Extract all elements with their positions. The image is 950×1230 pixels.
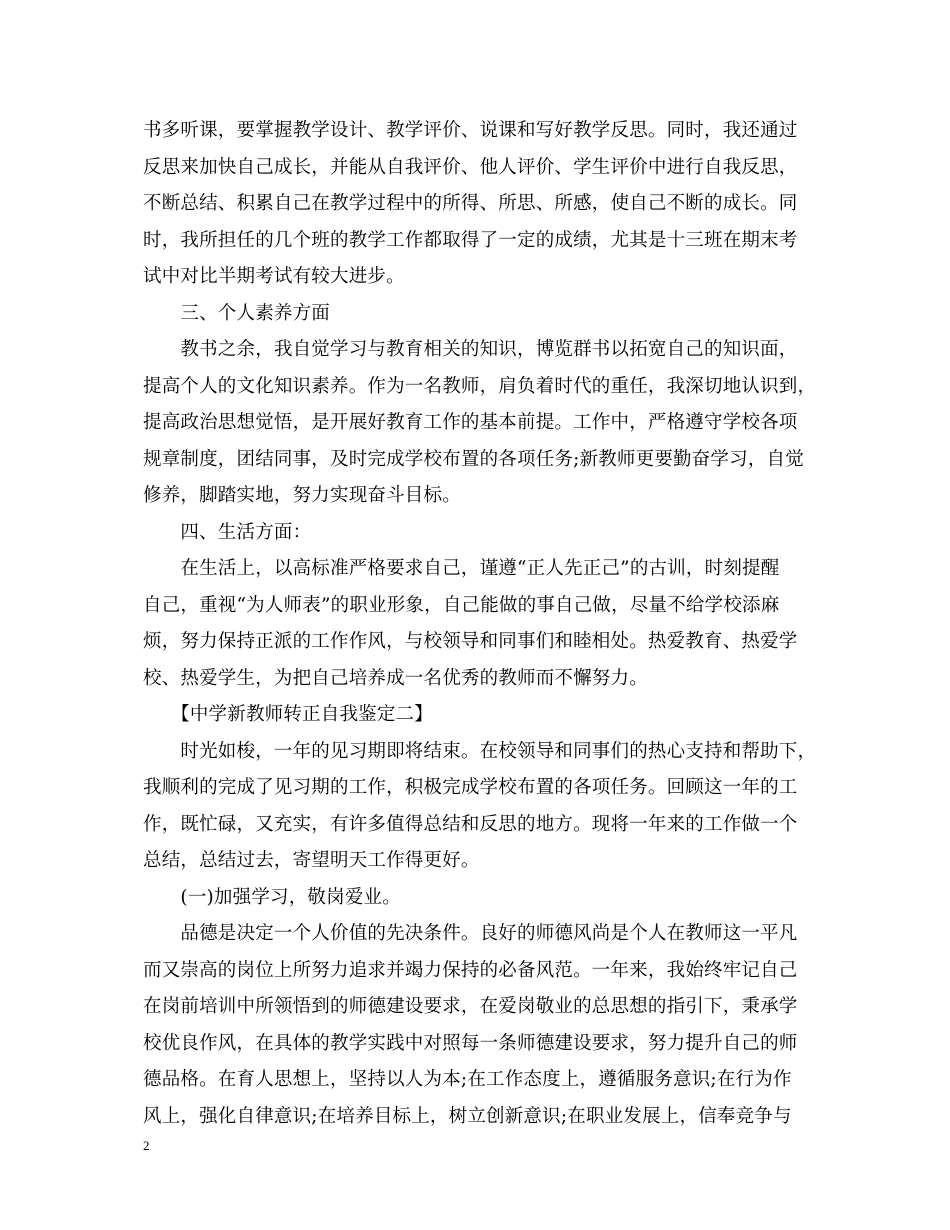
text-line: 总结，总结过去，寄望明天工作得更好。 <box>143 850 480 871</box>
text-line: 我顺利的完成了见习期的工作，积极完成学校布置的各项任务。回顾这一年的工 <box>143 777 798 798</box>
text-line: 校、热爱学生，为把自己培养成一名优秀的教师而不懈努力。 <box>143 667 648 689</box>
text-line: 时，我所担任的几个班的教学工作都取得了一定的成绩，尤其是十三班在期末考 <box>143 229 798 251</box>
body-text <box>143 113 833 1135</box>
text-line: 在岗前培训中所领悟到的师德建设要求，在爱岗敬业的总思想的指引下，秉承学 <box>143 996 798 1017</box>
text-line: 品德是决定一个人价值的先决条件。良好的师德风尚是个人在教师这一平凡 <box>143 923 798 944</box>
text-line: 修养，脚踏实地，努力实现奋斗目标。 <box>143 485 461 506</box>
section-heading: (一)加强学习，敬岗爱业。 <box>143 886 401 908</box>
text-line: 风上，强化自律意识;在培养目标上，树立创新意识;在职业发展上，信奉竞争与 <box>143 1105 792 1127</box>
text-line: 德品格。在育人思想上，坚持以人为本;在工作态度上，遵循服务意识;在行为作 <box>143 1069 792 1090</box>
text-line: 在生活上，以高标准严格要求自己，谨遵“正人先正己”的古训，时刻提醒 <box>143 558 780 579</box>
text-line: 烦，努力保持正派的工作作风，与校领导和同事们和睦相处。热爱教育、热爱学 <box>143 631 798 652</box>
text-line: 规章制度，团结同事，及时完成学校布置的各项任务;新教师更要勤奋学习，自觉 <box>143 448 804 470</box>
text-line: 时光如梭，一年的见习期即将结束。在校领导和同事们的热心支持和帮助下， <box>143 740 817 762</box>
text-line: 作，既忙碌，又充实，有许多值得总结和反思的地方。现将一年来的工作做一个 <box>143 813 798 835</box>
text-line: 校优良作风，在具体的教学实践中对照每一条师德建设要求，努力提升自己的师 <box>143 1032 798 1054</box>
text-line: 自己，重视“为人师表”的职业形象，自己能做的事自己做，尽量不给学校添麻 <box>143 594 780 616</box>
section-heading: 四、生活方面： <box>143 521 312 543</box>
text-line: 教书之余，我自觉学习与教育相关的知识，博览群书以拓宽自己的知识面， <box>143 339 798 360</box>
text-line: 试中对比半期考试有较大进步。 <box>143 266 405 287</box>
text-line: 书多听课，要掌握教学设计、教学评价、说课和写好教学反思。同时，我还通过 <box>143 120 798 141</box>
page-number: 2 <box>143 1138 150 1153</box>
article-title: 【中学新教师转正自我鉴定二】 <box>143 704 433 725</box>
text-line: 反思来加快自己成长，并能从自我评价、他人评价、学生评价中进行自我反思， <box>143 156 798 178</box>
section-heading: 三、个人素养方面 <box>143 302 331 324</box>
text-line: 提高个人的文化知识素养。作为一名教师，肩负着时代的重任，我深切地认识到， <box>143 375 817 397</box>
text-line: 不断总结、积累自己在教学过程中的所得、所思、所感，使自己不断的成长。同 <box>143 193 798 214</box>
text-line: 提高政治思想觉悟，是开展好教育工作的基本前提。工作中，严格遵守学校各项 <box>143 412 798 433</box>
text-line: 而又崇高的岗位上所努力追求并竭力保持的必备风范。一年来，我始终牢记自己 <box>143 959 798 981</box>
